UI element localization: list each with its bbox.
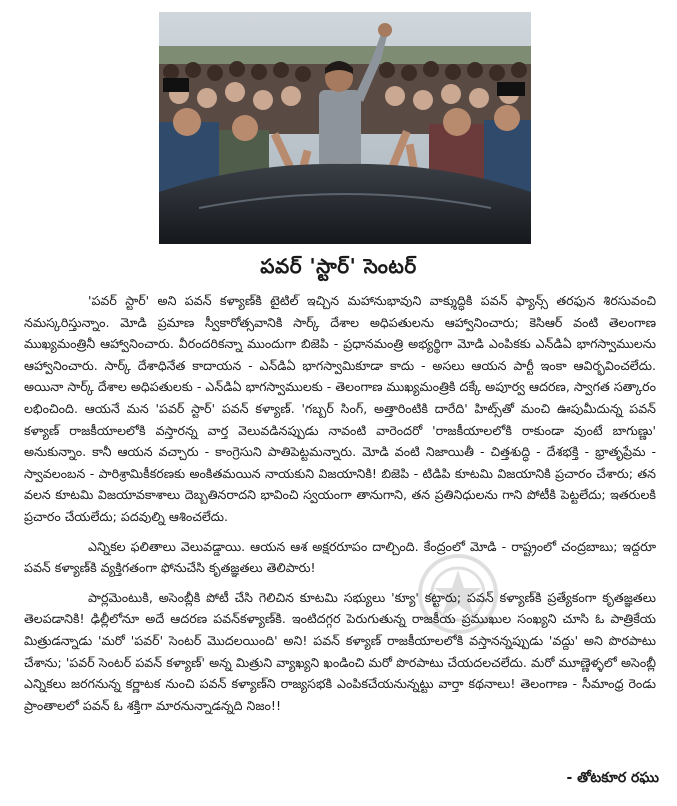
crowd-photo-illustration xyxy=(159,12,531,244)
article-photo xyxy=(159,12,531,244)
article-body xyxy=(24,290,656,724)
article-byline: - తోటకూర రఘు xyxy=(566,770,659,786)
article-paragraph-2: ఎన్నికల ఫలితాలు వెలువడ్డాయి. ఆయన ఆశ అక్షరరూపం దాల్చింది. కేంద్రంలో మోడి - రాష్ట్రంలో చంద్రబాబు; ఇద్దరూ పవన్ కళ్యాణ్‌కి వ్యక్తిగతంగా ఫోనుచేసి కృతజ్ఞతలు తెలిపారు! xyxy=(24,538,656,576)
article-paragraph-3: పార్లమెంటుకి, అసెంబ్లీకి పోటీ చేసి గెలిచిన కూటమి సభ్యులు 'క్యూ' కట్టారు; పవన్ కళ్యాణ్‌కి ప్రత్యేకంగా కృతజ్ఞతలు తెలపడానికి! ఢిల్లీలోనూ అదే ఆదరణ పవన్‌కళ్యాణ్‌కి. ఇంటిదగ్గర పెరుగుతున్న రాజకీయ ప్రముఖుల సంఖ్యని చూసి ఓ పాత్రికేయ మిత్రుడన్నాడు 'మరో 'పవర్' సెంటర్ మొదలయింది' అని! పవన్ కళ్యాణ్ రాజకీయాలలోకి వస్తానన్నప్పుడు 'వద్దు' అని పొరపాటు చేశాను; 'పవర్ సెంటర్ పవన్ కళ్యాణ్' అన్న మిత్రుని వ్యాఖ్యని ఖండించి మరో పొరపాటు చేయదలచలేదు. మరో మూణ్ణెళ్ళలో అసెంబ్లీ ఎన్నికలు జరగనున్న కర్ణాటక నుంచి పవన్ కళ్యాణ్‌ని రాజ్యసభకి ఎంపికచేయనున్నట్టు వార్తా కథనాలు! తెలంగాణ - సీమాంధ్ర రెండు ప్రాంతాలలో పవన్ ఓ శక్తిగా మారనున్నాడన్నది నిజం!! xyxy=(24,589,656,713)
article-headline: పవర్ 'స్టార్' సెంటర్ xyxy=(260,254,417,278)
article-paragraph-1: 'పవర్ స్టార్' అని పవన్ కళ్యాణ్‌కి టైటిల్ ఇచ్చిన మహానుభావుని వాక్శుద్ధికి పవన్ ఫ్యాన్స్ తరఫున శిరసువంచి నమస్కరిస్తున్నాం. మోడి ప్రమాణ స్వీకారోత్సవానికి సార్క్ దేశాల అధిపతులను ఆహ్వానించారు; కెసిఆర్ వంటి తెలంగాణ ముఖ్యమంత్రినీ ఆహ్వానించారు. వీరందరికన్నా ముందుగా బిజెపి - ప్రధానమంత్రి అభ్యర్థిగా మోడి ఎంపికకు ఎన్‌డిఏ భాగస్వాములను ఆహ్వానించారు. సార్క్ దేశాధినేత కాదాయన - ఎన్‌డిఏ భాగస్వామికూడా కాదు - అసలు ఆయన పార్టీ ఇంకా ఆవిర్భవించలేదు. అయినా సార్క్ దేశాల అధిపతులకు - ఎన్‌డిఏ భాగస్వాములకు - తెలంగాణ ముఖ్యమంత్రికి దక్కే అపూర్వ ఆదరణ, స్వాగత సత్కారం లభించింది. ఆయనే మన 'పవర్ స్టార్' పవన్ కళ్యాణ్. 'గబ్బర్ సింగ్, అత్తారింటికి దారేది' హిట్స్‌తో మంచి ఊపుమీదున్న పవన్ కళ్యాణ్ రాజకీయాలలోకి వస్తారన్న వార్త వెలువడినప్పుడు నావంటి వారెందరో 'రాజకీయాలలోకి రాకుండా వుంటే బాగుణ్ణు' అనుకున్నాం. కానీ ఆయన వచ్చారు - కాంగ్రెసుని పాతిపెట్టమన్నారు. మోడి వంటి నిజాయితీ - చిత్తశుద్ధి - దేశభక్తి - భ్రాతృప్రేమ - స్వావలంబన - పారిశ్రామికీకరణకు అంకితమయిన నాయకుని విజయానికి! బిజెపి - టిడిపి కూటమి విజయానికి ప్రచారం చేశారు; తన వలన కూటమి విజయావకాశాలు దెబ్బతినరాదని భావించి స్వయంగా తానుగాని, తన ప్రతినిధులను గాని పోటీకి పెట్టలేదు; ఇతరులకి ప్రచారం చేయలేదు; పదవుల్ని ఆశించలేదు. xyxy=(24,293,656,524)
